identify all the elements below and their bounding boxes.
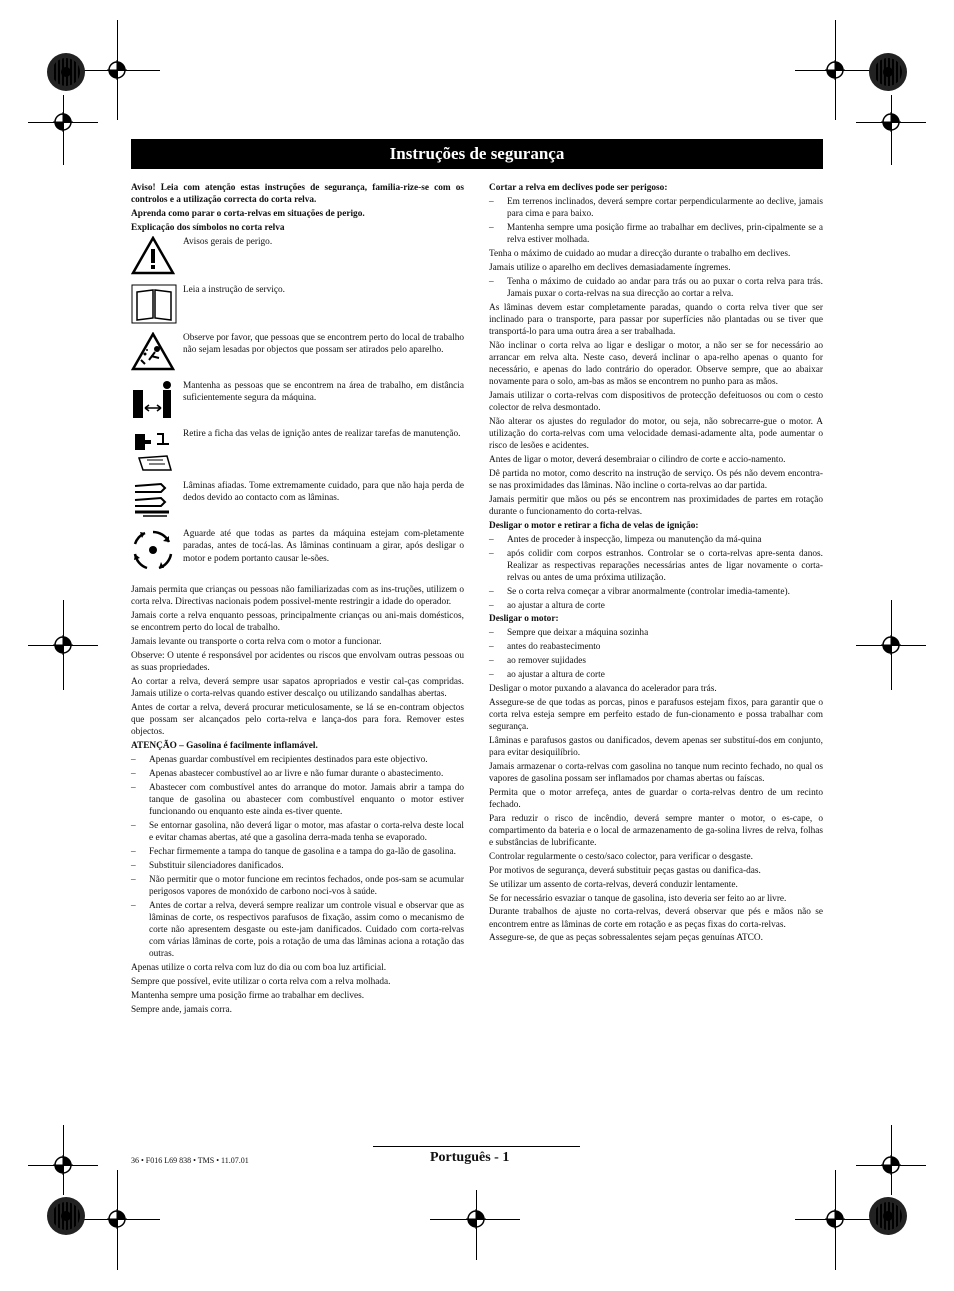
paragraph: Se for necessário esvaziar o tanque de gasolina, isto deveria ser feito ao ar livre. (489, 893, 787, 904)
stop-engine-heading: Desligar o motor: (489, 614, 559, 625)
list-item: – Antes de proceder à inspecção, limpeza ou manutenção da má-quina (489, 534, 762, 545)
symbol-row (131, 428, 464, 476)
list-item: – Apenas abastecer combustível ao ar livre e não fumar durante o abastecimento. (131, 769, 444, 780)
manual-book-icon (131, 284, 177, 324)
list-item: – ao ajustar a altura de corte (489, 670, 605, 680)
list-item: – Abastecer com combustível antes do arranque do motor. Jamais abrir a tampa do tanque de gasolina ou abastecer com combustível enquanto o motor estiver funcionando ou enquanto este ainda es-tiver quente. (131, 782, 464, 818)
star-target-icon (868, 1196, 908, 1236)
paragraph: Assegure-se de que todas as porcas, pinos e parafusos estejam fixos, para garantir que o corta relva esteja sempre em perfeito estado de fun-cionamento e possa trabalhar com segurança. (489, 697, 823, 732)
paragraph: Sempre que possível, evite utilizar o corta relva com a relva molhada. (131, 976, 391, 987)
paragraph: Jamais utilizar o corta-relvas com dispositivos de protecção defeituosos ou com o cesto colector de relva desmontado. (489, 390, 823, 413)
list-item: – Se entornar gasolina, não deverá ligar o motor, mas afastar o corta-relva deste local e evitar chamas abertas, até que a gasolina derra-mada tenha se evaporado. (131, 820, 464, 844)
symbol-row (131, 332, 464, 376)
paragraph: Dê partida no motor, como descrito na instrução de serviço. Os pés não devem encontra-se nas proximidades das lâminas. Não incline o corta-relvas ao dar partida. (489, 468, 823, 491)
paragraph: Observe: O utente é responsável por acidentes ou riscos que envolvam outras pessoas ou as suas propriedades. (131, 651, 464, 674)
page-number: Português - 1 (430, 1150, 510, 1165)
list-item: – Tenha o máximo de cuidado ao andar para trás ou ao puxar o corta relva para trás. Jamais puxar o corta-relvas na sua direcção ao cortar a relva. (489, 276, 823, 299)
list-item: – Mantenha sempre uma posição firme ao trabalhar em declives, prin-cipalmente se a relva estiver molhada. (489, 222, 823, 245)
spark-plug-icon (131, 428, 175, 472)
symbol-row (131, 480, 464, 524)
registration-mark-icon (825, 1209, 845, 1229)
paragraph: Assegure-se, de que as peças sobressalentes sejam peças genuínas ATCO. (489, 933, 763, 944)
star-target-icon (46, 1196, 86, 1236)
paragraph: Jamais utilize o aparelho em declives demasiadamente íngremes. (489, 262, 731, 273)
list-item: – Apenas guardar combustível em recipientes destinados para este objectivo. (131, 755, 428, 766)
symbol-row (131, 236, 464, 280)
star-target-icon (46, 52, 86, 92)
symbol-text: Mantenha as pessoas que se encontrem na área de trabalho, em distância suficientemente segura da máquina. (183, 381, 464, 404)
registration-mark-icon (53, 1155, 73, 1175)
symbol-text: Lâminas afiadas. Tome extremamente cuidado, para que não haja perda de dedos devido ao contacto com as lâminas. (183, 481, 464, 504)
list-item: – ao ajustar a altura de corte (489, 600, 605, 611)
paragraph: As lâminas devem estar completamente paradas, quando o corta relva tiver que ser inclinado para o transporte, para passar por superfícies não plantadas ou se tiver que transportá-lo para uma outra área a ser trabalhada. (489, 302, 823, 337)
list-item: – Não permitir que o motor funcione em recintos fechados, onde pos-sam se acumular perigosos vapores de monóxido de carbono noci-vos à saúde. (131, 874, 464, 897)
registration-mark-icon (53, 635, 73, 655)
warning-triangle-icon (131, 236, 175, 276)
symbol-row (131, 380, 464, 424)
paragraph: Se utilizar um assento de corta-relvas, deverá conduzir lentamente. (489, 879, 738, 890)
list-item: – ao remover sujidades (489, 656, 586, 667)
paragraph: Sempre ande, jamais corra. (131, 1004, 232, 1015)
registration-mark-icon (825, 60, 845, 80)
list-item: – Se o corta relva começar a vibrar anormalmente (controlar imedia-tamente). (489, 586, 790, 597)
paragraph: Jamais levante ou transporte o corta relva com o motor a funcionar. (131, 637, 382, 648)
paragraph: Tenha o máximo de cuidado ao mudar a direcção durante o trabalho em declives. (489, 248, 791, 259)
symbol-text: Observe por favor, que pessoas que se encontrem perto do local de trabalho não sejam lesadas por objectos que possam ser atirados pelo aparelho. (183, 332, 464, 356)
rotating-parts-icon (131, 528, 175, 572)
paragraph: Ao cortar a relva, deverá sempre usar sapatos apropriados e vestir cal-ças compridas. Jamais utilize o corta-relvas quando estiver descalço ou utilizando sandalhas abertas. (131, 677, 464, 700)
symbol-text: Leia a instrução de serviço. (183, 284, 285, 295)
paragraph: Antes de cortar a relva, deverá procurar meticulosamente, se lá se en-contram objectos que possam ser alcançados pelo corta-relva e lança-dos para fora. Remover estes objectos. (131, 703, 464, 738)
intro-stop: Aprenda como parar o corta-relvas em situações de perigo. (131, 208, 365, 219)
paragraph: Durante trabalhos de ajuste no corta-relvas, deverá observar que pés e mãos não se encontrem entre as lâminas de corte em rotação e as peças fixas do corta-relvas. (489, 907, 823, 930)
sharp-blades-icon (131, 480, 175, 520)
intro-warning: Aviso! Leia com atenção estas instruções de segurança, familia-rize-se com os controlos e a utilização correcta do corta relva. (131, 183, 464, 206)
paragraph: Não alterar os ajustes do regulador do motor, ou seja, não sobrecarre-gue o motor. A utilização do corta-relvas com uma velocidade demasi-adamente alta, pode aumentar o risco de lesões e acidentes. (489, 416, 823, 452)
paragraph: Jamais permita que crianças ou pessoas não familiarizadas com as ins-truções, utilizem o corta relva. Directivas nacionais podem possivel-mente restringir a idade do operador. (131, 585, 464, 608)
right-column (489, 182, 823, 946)
registration-mark-icon (107, 1209, 127, 1229)
registration-mark-icon (107, 60, 127, 80)
left-column (131, 182, 464, 1018)
registration-mark-icon (466, 1209, 486, 1229)
list-item: – após colidir com corpos estranhos. Controlar se o corta-relvas apre-senta danos. Realizar as respectivas reparações necessárias antes de ligar novamente o corta-relvas ou antes de uma próxima utilização. (489, 548, 823, 583)
paragraph: Mantenha sempre uma posição firme ao trabalhar em declives. (131, 990, 365, 1001)
slope-heading: Cortar a relva em declives pode ser perigoso: (489, 183, 668, 193)
paragraph: Jamais permitir que mãos ou pés se encontrem nas proximidades de partes em rotação durante o funcionamento do corta-relvas. (489, 494, 823, 517)
registration-mark-icon (881, 635, 901, 655)
paragraph: Jamais armazenar o corta-relvas com gasolina no tanque num recinto fechado, no qual os vapores de gasolina possam ser inflamados por chamas abertas ou faíscas. (489, 761, 823, 784)
symbol-row (131, 284, 464, 328)
list-item: – antes do reabastecimento (489, 642, 601, 653)
paragraph: Lâminas e parafusos gastos ou danificados, devem apenas ser substituí-dos em conjunto, para evitar desiquilíbrio. (489, 735, 823, 758)
registration-mark-icon (53, 112, 73, 132)
paragraph: Apenas utilize o corta relva com luz do dia ou com boa luz artificial. (131, 963, 387, 973)
symbol-row (131, 528, 464, 580)
list-item: – Em terrenos inclinados, deverá sempre cortar perpendicularmente ao declive, jamais para cima e para baixo. (489, 196, 823, 219)
paragraph: Controlar regularmente o cesto/saco colector, para verificar o desgaste. (489, 851, 753, 862)
paragraph: Jamais corte a relva enquanto pessoas, principalmente crianças ou ani-mais domésticos, se encontrem perto do local de trabalho. (131, 611, 464, 634)
symbol-text: Aguarde até que todas as partes da máquina estejam com-pletamente paradas, antes de tocá-las. As lâminas continuam a girar, após desligar o motor e podem portanto causar le-sões. (183, 529, 464, 564)
page-title-text: Instruções de segurança (389, 144, 565, 163)
paragraph: Para reduzir o risco de incêndio, deverá sempre manter o motor, o es-cape, o compartimento da bateria e o local de armazenamento de ga-solina livres de relva, folhas e substâncias de lubrificante. (489, 813, 823, 848)
list-item: – Substituir silenciadores danificados. (131, 860, 284, 871)
paragraph: Não inclinar o corta relva ao ligar e desligar o motor, a não ser se for necessário ao arrancar em relva alta. Neste caso, deverá inclinar o apa-relho apenas o quanto for necessário, e apenas do lado contrário do operador. Observe sempre, que ao abaixar novamente para o solo, am-bas as mãos se encontrem no punho para as mãos. (489, 340, 823, 387)
list-item: – Antes de cortar a relva, deverá sempre realizar um controle visual e observar que as lâminas de corte, os respectivos parafusos de fixação, assim como o mecanismo de corte não apresentem desgaste ou este-jam danificados. Cuidado com corta-relvas com várias lâminas de corte, pois a rotação de uma das lâminas aciona a rotação das outras. (131, 900, 464, 960)
registration-mark-icon (881, 1155, 901, 1175)
keep-distance-icon (131, 380, 175, 420)
paragraph: Por motivos de segurança, deverá substituir peças gastas ou danifica-das. (489, 865, 761, 876)
registration-mark-icon (881, 112, 901, 132)
page-title (131, 139, 823, 169)
paragraph: Desligar o motor puxando a alavanca do acelerador para trás. (489, 683, 717, 694)
thrown-objects-icon (131, 332, 175, 372)
footer-divider (373, 1146, 580, 1147)
document-code: 36 • F016 L69 838 • TMS • 11.07.01 (131, 1156, 249, 1165)
paragraph: Antes de ligar o motor, deverá desembraiar o cilindro de corte e accio-namento. (489, 454, 786, 465)
list-item: – Sempre que deixar a máquina sozinha (489, 628, 649, 639)
symbols-heading: Explicação dos símbolos no corta relva (131, 222, 285, 233)
symbol-text: Retire a ficha das velas de ignição antes de realizar tarefas de manutenção. (183, 429, 461, 440)
list-item: – Fechar firmemente a tampa do tanque de gasolina e a tampa do ga-lão de gasolina. (131, 846, 456, 857)
gasoline-heading: ATENÇÃO – Gasolina é facilmente inflamável. (131, 741, 318, 752)
paragraph: Permita que o motor arrefeça, antes de guardar o corta-relvas dentro de um recinto fechado. (489, 787, 823, 810)
spark-plug-heading: Desligar o motor e retirar a ficha de velas de ignição: (489, 520, 699, 531)
star-target-icon (868, 52, 908, 92)
symbol-text: Avisos gerais de perigo. (183, 236, 273, 247)
